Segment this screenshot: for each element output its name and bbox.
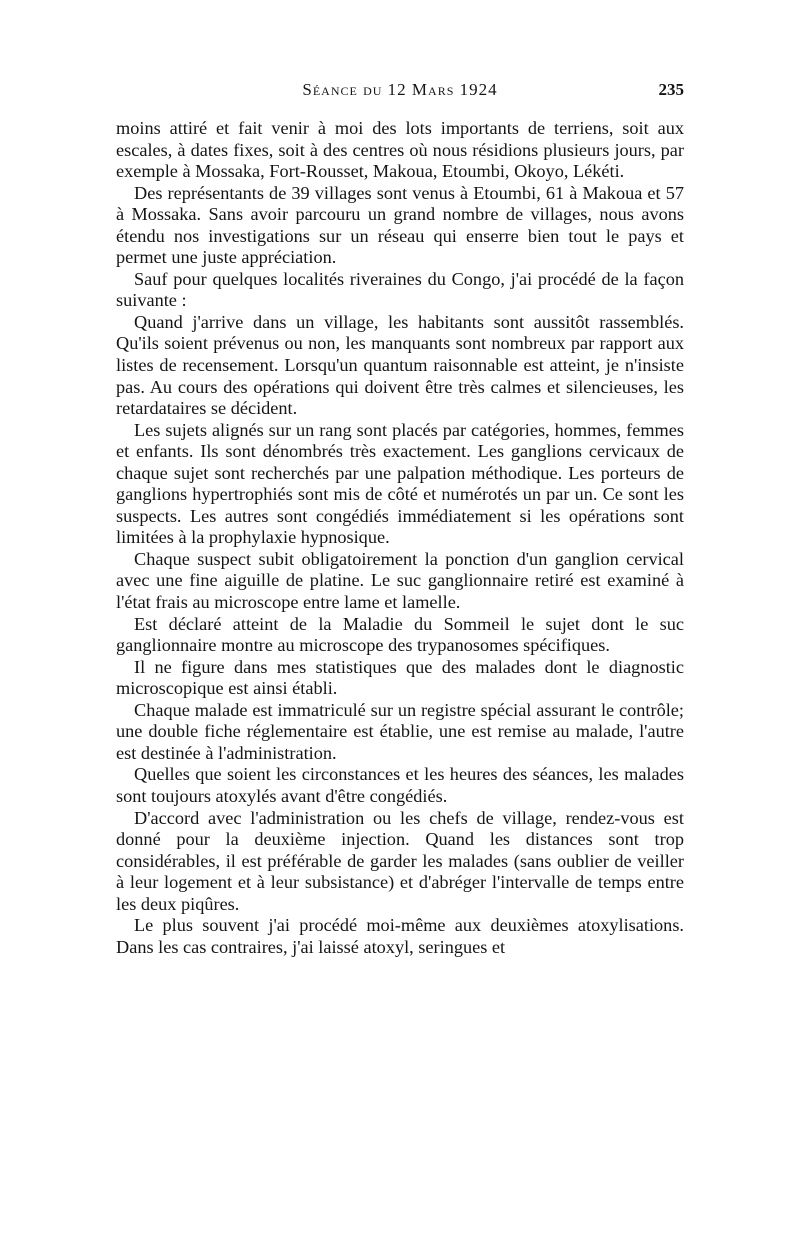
paragraph: Il ne figure dans mes statistiques que des malades dont le diagnostic microscopique est ainsi établi. [116,656,684,699]
paragraph: Des représentants de 39 villages sont venus à Etoumbi, 61 à Makoua et 57 à Mossaka. Sans avoir parcouru un grand nombre de villages, nous avons étendu nos investigations sur un réseau qui enserre bien tout le pays et permet une juste appréciation. [116,182,684,268]
running-head [116,80,684,108]
paragraph: Quelles que soient les circonstances et les heures des séances, les malades sont toujours atoxylés avant d'être congédiés. [116,764,684,806]
body-text [116,118,684,958]
paragraph: Quand j'arrive dans un village, les habitants sont aussitôt rassemblés. Qu'ils soient prévenus ou non, les manquants sont nombreux par rapport aux listes de recensement. Lorsqu'un quantum raisonnable est atteint, je n'insiste pas. Au cours des opérations qui doivent être très calmes et silencieuses, les retardataires se décident. [116,311,684,419]
running-title: Séance du 12 Mars 1924 [302,80,498,99]
paragraph: Le plus souvent j'ai procédé moi-même aux deuxièmes atoxylisations. Dans les cas contraires, j'ai laissé atoxyl, seringues et [116,915,684,957]
paragraph: D'accord avec l'administration ou les chefs de village, rendez-vous est donné pour la deuxième injection. Quand les distances sont trop considérables, il est préférable de garder les malades (sans oublier de veiller à leur logement et à leur subsistance) et d'abréger l'intervalle de temps entre les deux piqûres. [116,807,684,914]
paragraph: Est déclaré atteint de la Maladie du Sommeil le sujet dont le suc ganglionnaire montre au microscope des trypanosomes spécifiques. [116,613,684,656]
paragraph: Chaque malade est immatriculé sur un registre spécial assurant le contrôle; une double fiche réglementaire est établie, une est remise au malade, l'autre est destinée à l'administration. [116,699,684,763]
paragraph: Les sujets alignés sur un rang sont placés par catégories, hommes, femmes et enfants. Ils sont dénombrés très exactement. Les ganglions cervicaux de chaque sujet sont recherchés par une palpation méthodique. Les porteurs de ganglions hypertrophiés sont mis de côté et numérotés un par un. Ce sont les suspects. Les autres sont congédiés immédiatement si les opérations sont limitées à la prophylaxie hypnosique. [116,419,684,548]
paragraph: Chaque suspect subit obligatoirement la ponction d'un ganglion cervical avec une fine aiguille de platine. Le suc ganglionnaire retiré est examiné à l'état frais au microscope entre lame et lamelle. [116,548,684,613]
page-number: 235 [658,80,684,99]
paragraph: Sauf pour quelques localités riveraines du Congo, j'ai procédé de la façon suivante : [116,268,684,311]
paragraph: moins attiré et fait venir à moi des lots importants de terriens, soit aux escales, à dates fixes, soit à des centres où nous résidions plusieurs jours, par exemple à Mossaka, Fort-Rousset, Makoua, Etoumbi, Okoyo, Lékéti. [116,118,684,182]
